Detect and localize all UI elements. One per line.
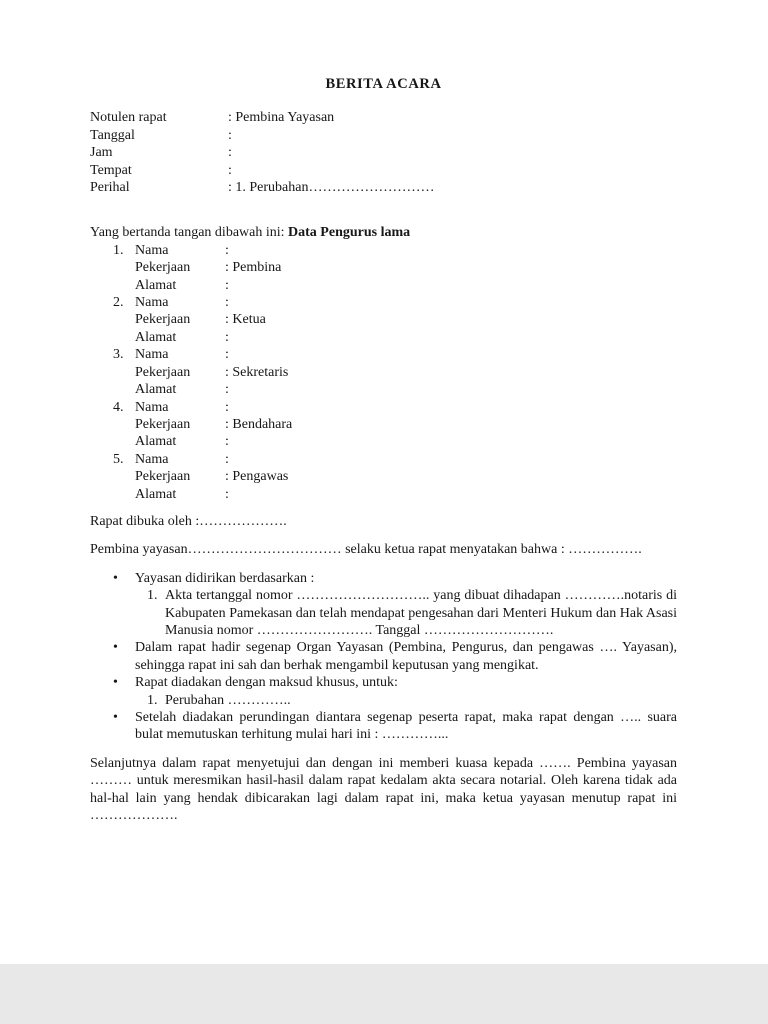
entry-number xyxy=(113,259,135,276)
pengurus-entry xyxy=(90,346,677,398)
field-value: : xyxy=(228,127,232,143)
entry-label: Nama xyxy=(135,295,169,311)
closing-paragraph: Selanjutnya dalam rapat menyetujui dan dengan ini memberi kuasa kepada ……. Pembina yayasan ……… untuk meresmikan hasil-hasil dalam rapat kedalam akta secara notarial. Oleh karena tidak ada hal-hal lain yang hendak dibicarakan lagi dalam rapat ini, maka ketua yayasan menutup rapat ini ………………. xyxy=(90,755,677,824)
entry-value: : xyxy=(225,399,229,415)
bullet-list xyxy=(90,570,677,744)
rapat-dibuka-line: Rapat dibuka oleh :………………. xyxy=(90,513,287,529)
field-row xyxy=(90,109,677,126)
entry-number xyxy=(113,329,135,346)
entry-value: : Pembina xyxy=(225,260,282,276)
entry-value: : xyxy=(225,277,229,293)
bullet-icon: • xyxy=(113,570,118,586)
field-value: : xyxy=(228,162,232,178)
entry-number: 3. xyxy=(113,347,124,363)
bullet-icon: • xyxy=(113,675,118,691)
sub-text: Akta tertanggal nomor ……………………….. yang dibuat dihadapan ………….notaris di Kabupaten Pamekasan dan telah mendapat pengesahan dari Menteri Hukum dan Hak Asasi Manusia nomor ……………………. Tanggal ………………………. xyxy=(165,588,677,638)
sub-item xyxy=(147,692,677,709)
field-label: Notulen rapat xyxy=(90,110,167,126)
entry-value: : Pengawas xyxy=(225,469,289,485)
bullet-text: Setelah diadakan perundingan diantara segenap peserta rapat, maka rapat dengan ….. suara bulat memutuskan terhitung mulai hari ini : …………... xyxy=(135,710,677,743)
entry-label: Alamat xyxy=(135,486,177,502)
entry-label: Nama xyxy=(135,347,169,363)
bullet-item xyxy=(90,639,677,674)
intro-text: Yang bertanda tangan dibawah ini: xyxy=(90,225,289,241)
entry-value: : xyxy=(225,329,229,345)
entry-label: Pekerjaan xyxy=(135,312,191,328)
entry-value: : xyxy=(225,434,229,450)
sub-text: Perubahan ………….. xyxy=(165,692,291,708)
entry-number xyxy=(113,433,135,450)
field-value: : 1. Perubahan……………………… xyxy=(228,180,435,196)
pengurus-entry xyxy=(90,399,677,451)
entry-label: Alamat xyxy=(135,329,177,345)
entry-label: Pekerjaan xyxy=(135,260,191,276)
bullet-item xyxy=(90,674,677,709)
field-row xyxy=(90,144,677,161)
bullet-item xyxy=(90,709,677,744)
entry-label: Nama xyxy=(135,399,169,415)
entry-number xyxy=(113,364,135,381)
entry-label: Alamat xyxy=(135,277,177,293)
field-row xyxy=(90,127,677,144)
field-row xyxy=(90,162,677,179)
entry-label: Alamat xyxy=(135,434,177,450)
pembina-yayasan-line: Pembina yayasan…………………………… selaku ketua rapat menyatakan bahwa : ……………. xyxy=(90,542,642,558)
document-title: BERITA ACARA xyxy=(325,76,442,92)
entry-number xyxy=(113,416,135,433)
entry-value: : xyxy=(225,295,229,311)
pengurus-entry xyxy=(90,242,677,294)
entry-value: : xyxy=(225,382,229,398)
entry-label: Nama xyxy=(135,242,169,258)
entry-label: Nama xyxy=(135,451,169,467)
header-fields xyxy=(90,109,677,196)
pengurus-entry xyxy=(90,451,677,503)
sub-number: 1. xyxy=(147,692,158,708)
sub-item xyxy=(147,587,677,639)
entry-value: : Bendahara xyxy=(225,416,293,432)
entry-label: Pekerjaan xyxy=(135,416,191,432)
entry-value: : Sekretaris xyxy=(225,364,289,380)
bullet-icon: • xyxy=(113,640,118,656)
entry-label: Pekerjaan xyxy=(135,364,191,380)
field-value: : xyxy=(228,145,232,161)
entry-value: : Ketua xyxy=(225,312,266,328)
intro-bold: Data Pengurus lama xyxy=(288,225,411,241)
field-label: Tempat xyxy=(90,162,132,178)
pengurus-entry xyxy=(90,294,677,346)
entry-value: : xyxy=(225,486,229,502)
field-label: Perihal xyxy=(90,180,130,196)
intro-line xyxy=(90,224,677,241)
field-label: Jam xyxy=(90,145,113,161)
entry-number xyxy=(113,486,135,503)
entry-number xyxy=(113,468,135,485)
field-value: : Pembina Yayasan xyxy=(228,110,335,126)
field-label: Tanggal xyxy=(90,127,135,143)
entry-value: : xyxy=(225,242,229,258)
pengurus-list xyxy=(90,242,677,503)
bullet-item xyxy=(90,570,677,640)
entry-number xyxy=(113,381,135,398)
bullet-text: Yayasan didirikan berdasarkan : xyxy=(135,570,315,586)
bullet-text: Dalam rapat hadir segenap Organ Yayasan (Pembina, Pengurus, dan pengawas …. Yayasan), sehingga rapat ini sah dan berhak mengambil keputusan yang mengikat. xyxy=(135,640,677,673)
entry-value: : xyxy=(225,347,229,363)
entry-number xyxy=(113,311,135,328)
entry-number xyxy=(113,277,135,294)
bullet-icon: • xyxy=(113,710,118,725)
bullet-text: Rapat diadakan dengan maksud khusus, untuk: xyxy=(135,675,398,691)
entry-value: : xyxy=(225,451,229,467)
entry-label: Alamat xyxy=(135,382,177,398)
entry-number: 2. xyxy=(113,295,124,311)
entry-number: 4. xyxy=(113,399,124,415)
entry-number: 5. xyxy=(113,451,124,467)
sub-number: 1. xyxy=(147,588,158,604)
entry-number: 1. xyxy=(113,242,124,258)
field-row xyxy=(90,179,677,196)
entry-label: Pekerjaan xyxy=(135,469,191,485)
